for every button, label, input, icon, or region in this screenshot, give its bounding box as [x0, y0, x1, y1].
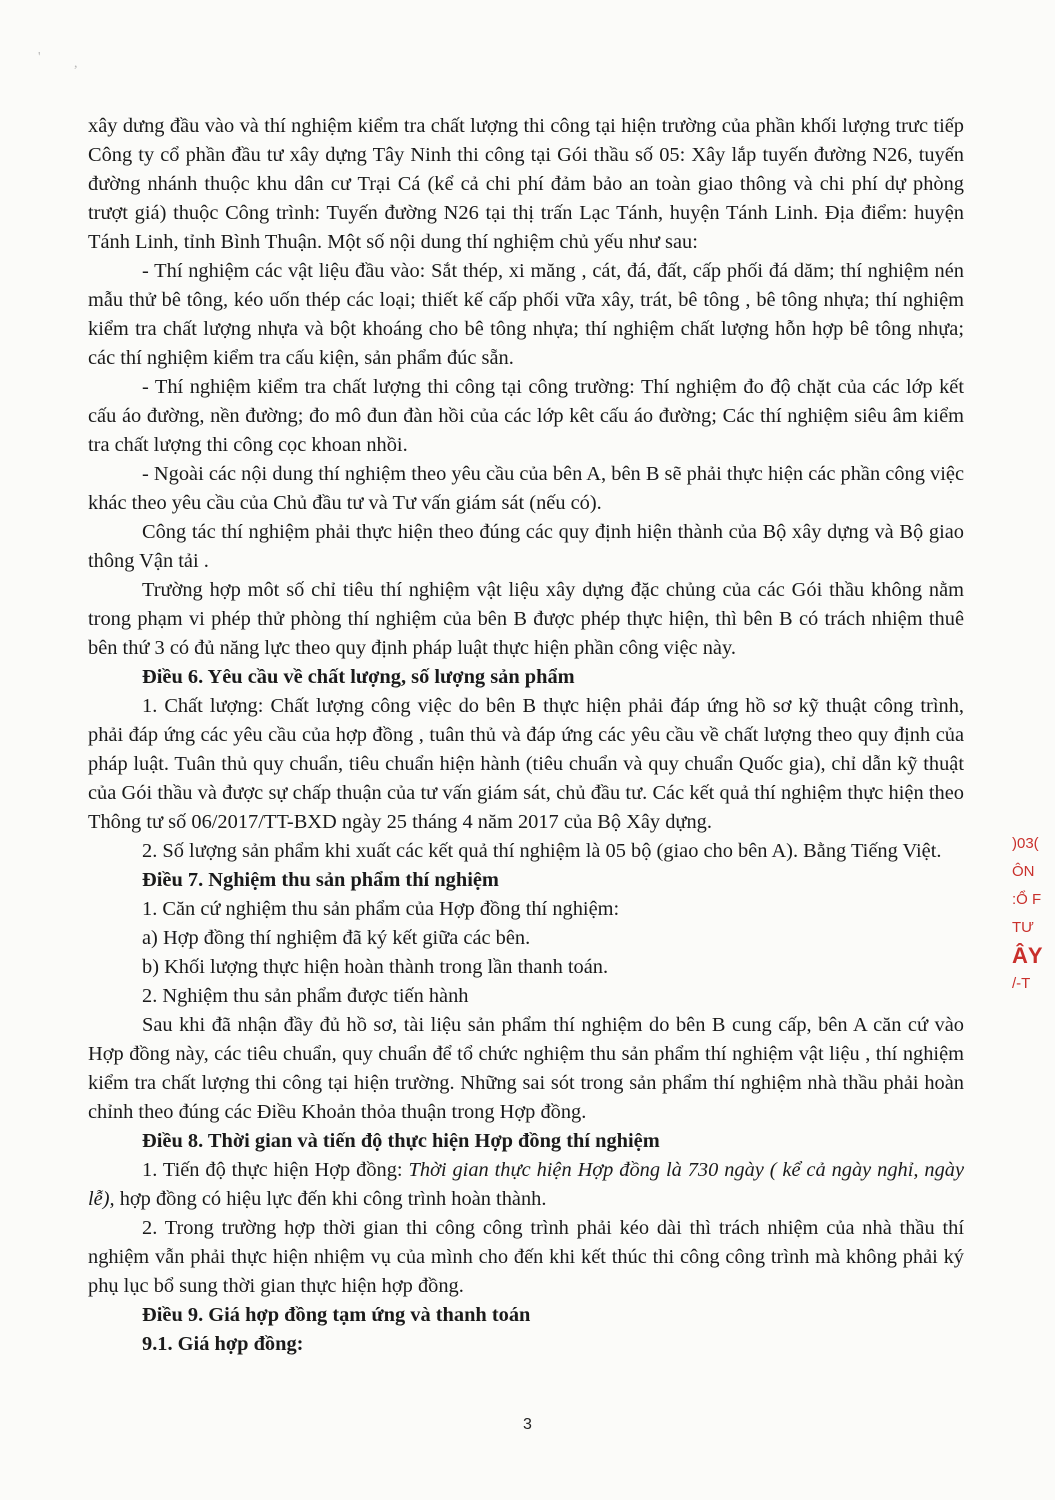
red-seal-stamp [1012, 830, 1055, 1060]
section-heading [88, 866, 964, 895]
text-segment: - Ngoài các nội dung thí nghiệm theo yêu cầu của bên A, bên B sẽ phải thực hiện các phần công việc khác theo yêu cầu của Chủ đầu tư và Tư vấn giám sát (nếu có). [88, 463, 964, 514]
scan-mark: , [74, 56, 78, 71]
text-segment: Trường hợp môt số chỉ tiêu thí nghiệm vật liệu xây dựng đặc chủng của các Gói thầu không nằm trong phạm vi phép thử phòng thí nghiệm của bên B được phép thực hiện, thì bên B có trách nhiệm thuê bên thứ 3 có đủ năng lực theo quy định pháp luật thực hiện phần công việc này. [88, 579, 964, 659]
text-segment: - Thí nghiệm các vật liệu đầu vào: Sắt thép, xi măng , cát, đá, đất, cấp phối đá dăm; thí nghiệm nén mẫu thử bê tông, kéo uốn thép các loại; thiết kế cấp phối vữa xây, trát, bê tông , bê tông nhựa; thí nghiệm kiểm tra chất lượng nhựa và bột khoáng cho bê tông nhựa; thí nghiệm chất lượng hỗn hợp bê tông nhựa; các thí nghiệm kiểm tra cấu kiện, sản phẩm đúc sẵn. [88, 260, 964, 369]
stamp-text-fragment: TƯ [1012, 919, 1034, 936]
page-number: 3 [523, 1416, 532, 1433]
section-heading [88, 1127, 964, 1156]
paragraph [88, 982, 964, 1011]
text-segment: 2. Nghiệm thu sản phẩm được tiến hành [142, 985, 469, 1007]
paragraph [88, 953, 964, 982]
text-segment: Sau khi đã nhận đầy đủ hồ sơ, tài liệu sản phẩm thí nghiệm do bên B cung cấp, bên A căn cứ vào Hợp đồng này, các tiêu chuẩn, quy chuẩn để tổ chức nghiệm thu sản phẩm thí nghiệm vật liệu , thí nghiệm kiểm tra chất lượng thi công tại hiện trường. Những sai sót trong sản phẩm thí nghiệm nhà thầu phải hoàn chỉnh theo đúng các Điều Khoản thỏa thuận trong Hợp đồng. [88, 1014, 964, 1123]
paragraph [88, 460, 964, 518]
paragraph [88, 837, 964, 866]
paragraph [88, 1214, 964, 1301]
paragraph [88, 518, 964, 576]
section-heading [88, 1330, 964, 1359]
text-segment: 2. Trong trường hợp thời gian thi công công trình phải kéo dài thì trách nhiệm của nhà thầu thí nghiệm vẫn phải thực hiện nhiệm vụ của mình cho đến khi kết thúc thi công công trình mà không phải ký phụ lục bổ sung thời gian thực hiện hợp đồng. [88, 1217, 964, 1297]
document-body [88, 112, 964, 1359]
text-segment: Thời gian thực hiện Hợp đồng là 730 ngày ( kể cả ngày nghỉ, ngày lễ), [88, 1159, 965, 1210]
text-segment: Điều 6. Yêu cầu về chất lượng, số lượng sản phẩm [142, 666, 575, 688]
text-segment: hợp đồng có hiệu lực đến khi công trình hoàn thành. [114, 1188, 547, 1210]
text-segment: b) Khối lượng thực hiện hoàn thành trong lần thanh toán. [142, 956, 609, 978]
paragraph [88, 1156, 964, 1214]
text-segment: 2. Số lượng sản phẩm khi xuất các kết quả thí nghiệm là 05 bộ (giao cho bên A). Bằng Tiếng Việt. [142, 840, 942, 862]
text-segment: 9.1. Giá hợp đồng: [142, 1333, 304, 1355]
text-segment: Điều 7. Nghiệm thu sản phẩm thí nghiệm [142, 869, 499, 891]
paragraph [88, 112, 964, 257]
paragraph [88, 257, 964, 373]
text-segment: Điều 8. Thời gian và tiến độ thực hiện Hợp đồng thí nghiệm [142, 1130, 660, 1152]
paragraph [88, 1011, 964, 1127]
text-segment: Công tác thí nghiệm phải thực hiện theo đúng các quy định hiện thành của Bộ xây dựng và Bộ giao thông Vận tải . [88, 521, 964, 572]
text-segment: 1. Căn cứ nghiệm thu sản phẩm của Hợp đồng thí nghiệm: [142, 898, 620, 920]
paragraph [88, 924, 964, 953]
stamp-text-fragment: :Ổ F [1012, 891, 1042, 908]
text-segment: a) Hợp đồng thí nghiệm đã ký kết giữa các bên. [142, 927, 531, 949]
text-segment: Điều 9. Giá hợp đồng tạm ứng và thanh toán [142, 1304, 531, 1326]
paragraph [88, 576, 964, 663]
stamp-text-fragment: ÔN [1012, 863, 1035, 880]
paragraph [88, 895, 964, 924]
stamp-text-fragment: )03( [1012, 835, 1039, 852]
section-heading [88, 663, 964, 692]
paragraph [88, 373, 964, 460]
text-segment: - Thí nghiệm kiểm tra chất lượng thi công tại công trường: Thí nghiệm đo độ chặt của các lớp kết cấu áo đường, nền đường; đo mô đun đàn hồi của các lớp kêt cấu áo đường; Các thí nghiệm siêu âm kiểm tra chất lượng thi công cọc khoan nhồi. [88, 376, 964, 456]
text-segment: 1. Tiến độ thực hiện Hợp đồng: [142, 1159, 409, 1181]
text-segment: 1. Chất lượng: Chất lượng công việc do bên B thực hiện phải đáp ứng hồ sơ kỹ thuật công trình, phải đáp ứng các yêu cầu của hợp đồng , tuân thủ và đáp ứng các yêu cầu về chất lượng theo quy định của pháp luật. Tuân thủ quy chuẩn, tiêu chuẩn hiện hành (tiêu chuẩn và quy chuẩn Quốc gia), chỉ dẫn kỹ thuật của Gói thầu và được sự chấp thuận của tư vấn giám sát, chủ đầu tư. Các kết quả thí nghiệm thực hiện theo Thông tư số 06/2017/TT-BXD ngày 25 tháng 4 năm 2017 của Bộ Xây dựng. [88, 695, 964, 833]
paragraph [88, 692, 964, 837]
stamp-text-fragment: ÂY [1012, 943, 1043, 968]
scan-mark: ' [38, 50, 41, 65]
stamp-text-fragment: /-T [1012, 975, 1031, 992]
text-segment: xây dưng đầu vào và thí nghiệm kiểm tra chất lượng thi công tại hiện trường của phần khối lượng trưc tiếp Công ty cổ phần đầu tư xây dựng Tây Ninh thi công tại Gói thầu số 05: Xây lắp tuyến đường N26, tuyến đường nhánh thuộc khu dân cư Trại Cá (kể cả chi phí đảm bảo an toàn giao thông và chi phí dự phòng trượt giá) thuộc Công trình: Tuyến đường N26 tại thị trấn Lạc Tánh, huyện Tánh Linh. Địa điểm: huyện Tánh Linh, tỉnh Bình Thuận. Một số nội dung thí nghiệm chủ yếu như sau: [88, 115, 964, 253]
section-heading [88, 1301, 964, 1330]
